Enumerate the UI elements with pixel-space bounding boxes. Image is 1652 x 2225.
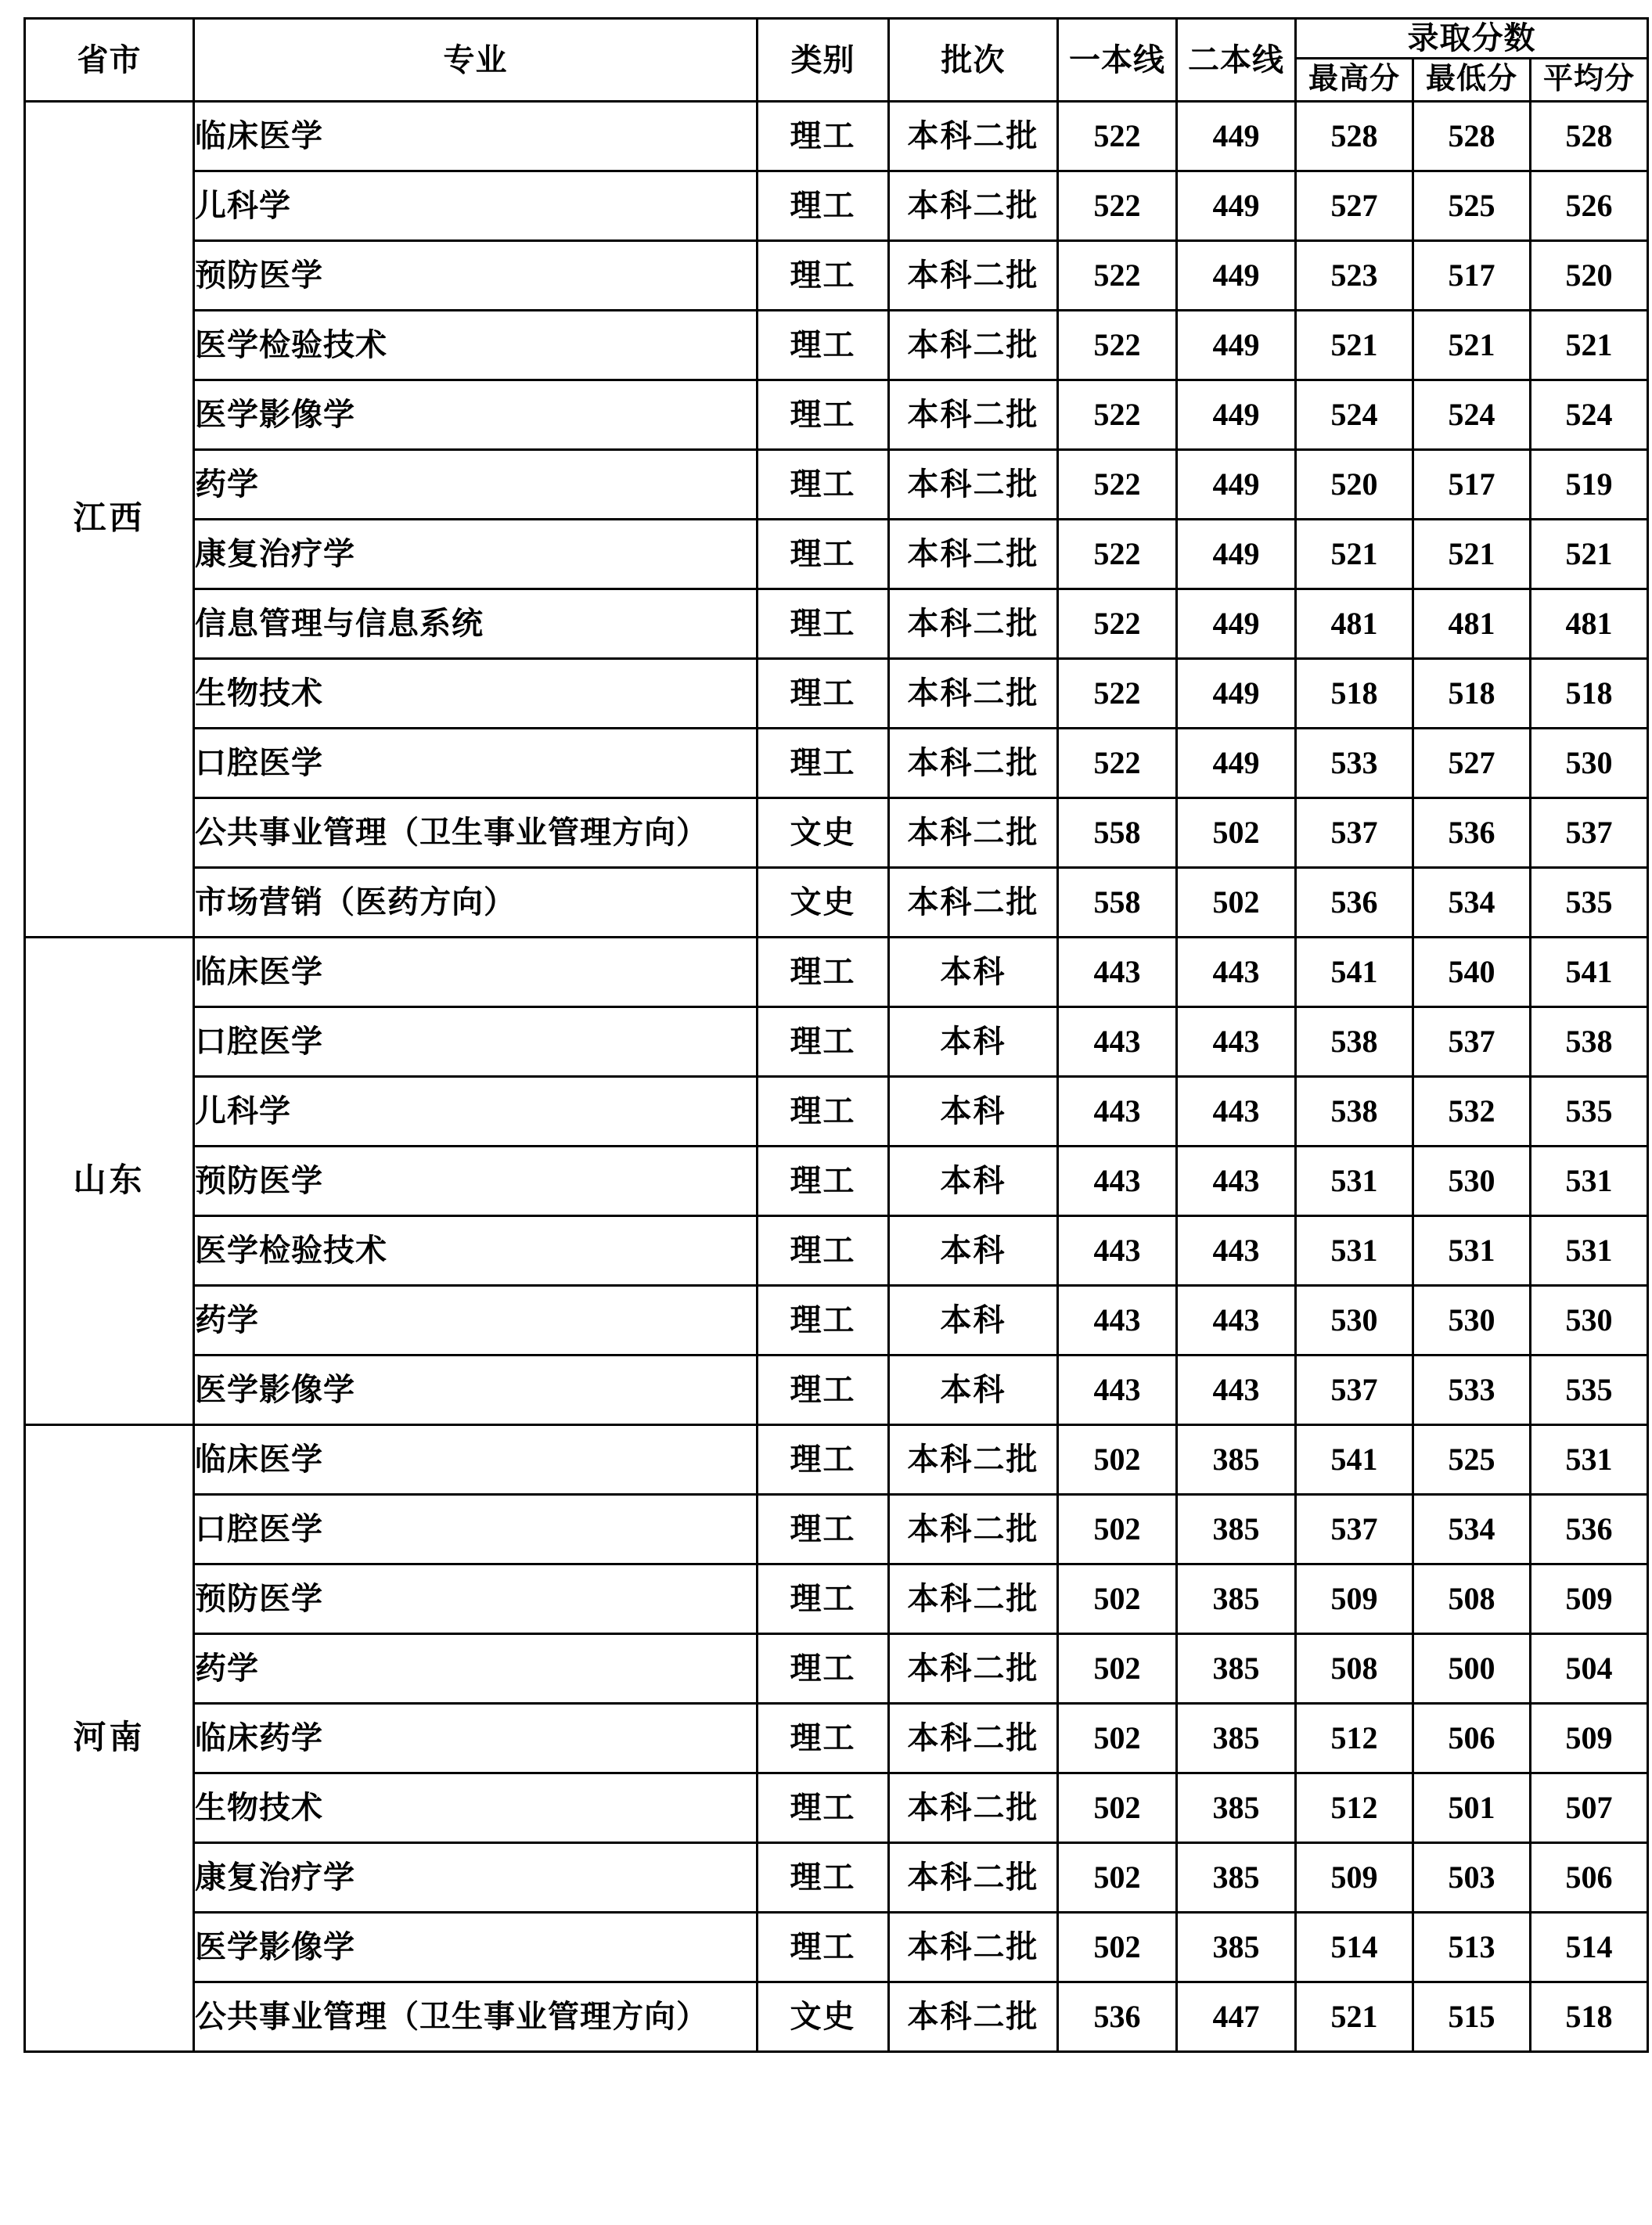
line-second-cell: 449 <box>1177 450 1296 520</box>
batch-cell: 本科二批 <box>889 1564 1058 1634</box>
batch-cell: 本科二批 <box>889 311 1058 380</box>
score-avg-cell: 531 <box>1531 1425 1648 1495</box>
score-avg-cell: 536 <box>1531 1495 1648 1564</box>
score-avg-cell: 541 <box>1531 938 1648 1007</box>
line-second-cell: 385 <box>1177 1913 1296 1982</box>
category-cell: 文史 <box>758 868 889 938</box>
score-avg-cell: 535 <box>1531 1356 1648 1425</box>
line-first-cell: 443 <box>1058 1286 1177 1356</box>
line-second-cell: 385 <box>1177 1495 1296 1564</box>
table-row <box>25 1564 1648 1634</box>
major-cell: 医学影像学 <box>194 380 758 450</box>
line-first-cell: 558 <box>1058 868 1177 938</box>
batch-cell: 本科二批 <box>889 729 1058 798</box>
major-cell: 口腔医学 <box>194 1007 758 1077</box>
batch-cell: 本科二批 <box>889 1704 1058 1773</box>
score-min-cell: 515 <box>1413 1982 1531 2052</box>
table-row <box>25 1982 1648 2052</box>
score-max-cell: 537 <box>1296 1495 1413 1564</box>
major-cell: 医学影像学 <box>194 1913 758 1982</box>
header-score-max: 最高分 <box>1296 59 1413 102</box>
score-avg-cell: 530 <box>1531 1286 1648 1356</box>
major-cell: 康复治疗学 <box>194 520 758 589</box>
score-max-cell: 538 <box>1296 1007 1413 1077</box>
line-first-cell: 522 <box>1058 380 1177 450</box>
line-first-cell: 502 <box>1058 1634 1177 1704</box>
major-cell: 临床医学 <box>194 102 758 171</box>
score-min-cell: 533 <box>1413 1356 1531 1425</box>
score-max-cell: 512 <box>1296 1704 1413 1773</box>
major-cell: 口腔医学 <box>194 1495 758 1564</box>
category-cell: 文史 <box>758 1982 889 2052</box>
score-max-cell: 536 <box>1296 868 1413 938</box>
line-first-cell: 443 <box>1058 938 1177 1007</box>
line-second-cell: 443 <box>1177 1077 1296 1147</box>
category-cell: 理工 <box>758 1356 889 1425</box>
batch-cell: 本科二批 <box>889 798 1058 868</box>
category-cell: 理工 <box>758 938 889 1007</box>
score-min-cell: 534 <box>1413 1495 1531 1564</box>
score-max-cell: 512 <box>1296 1773 1413 1843</box>
score-max-cell: 521 <box>1296 311 1413 380</box>
major-cell: 公共事业管理（卫生事业管理方向） <box>194 798 758 868</box>
admission-score-table <box>23 17 1649 2053</box>
score-max-cell: 508 <box>1296 1634 1413 1704</box>
score-min-cell: 513 <box>1413 1913 1531 1982</box>
line-first-cell: 502 <box>1058 1773 1177 1843</box>
major-cell: 药学 <box>194 1286 758 1356</box>
province-cell: 江西 <box>25 102 194 938</box>
table-row <box>25 938 1648 1007</box>
table-row <box>25 311 1648 380</box>
table-row <box>25 868 1648 938</box>
score-avg-cell: 509 <box>1531 1564 1648 1634</box>
score-max-cell: 514 <box>1296 1913 1413 1982</box>
batch-cell: 本科 <box>889 1356 1058 1425</box>
score-avg-cell: 506 <box>1531 1843 1648 1913</box>
batch-cell: 本科二批 <box>889 1634 1058 1704</box>
batch-cell: 本科 <box>889 1007 1058 1077</box>
score-avg-cell: 535 <box>1531 1077 1648 1147</box>
province-cell: 山东 <box>25 938 194 1425</box>
score-avg-cell: 535 <box>1531 868 1648 938</box>
score-min-cell: 534 <box>1413 868 1531 938</box>
batch-cell: 本科 <box>889 1077 1058 1147</box>
line-first-cell: 443 <box>1058 1007 1177 1077</box>
table-row <box>25 1356 1648 1425</box>
line-second-cell: 443 <box>1177 1147 1296 1216</box>
line-first-cell: 536 <box>1058 1982 1177 2052</box>
line-first-cell: 502 <box>1058 1913 1177 1982</box>
score-max-cell: 523 <box>1296 241 1413 311</box>
major-cell: 预防医学 <box>194 241 758 311</box>
score-min-cell: 525 <box>1413 1425 1531 1495</box>
line-first-cell: 522 <box>1058 589 1177 659</box>
score-avg-cell: 537 <box>1531 798 1648 868</box>
table-row <box>25 1077 1648 1147</box>
major-cell: 信息管理与信息系统 <box>194 589 758 659</box>
line-first-cell: 558 <box>1058 798 1177 868</box>
line-first-cell: 443 <box>1058 1216 1177 1286</box>
score-min-cell: 530 <box>1413 1147 1531 1216</box>
score-max-cell: 531 <box>1296 1216 1413 1286</box>
table-row <box>25 729 1648 798</box>
score-max-cell: 509 <box>1296 1843 1413 1913</box>
score-max-cell: 481 <box>1296 589 1413 659</box>
line-first-cell: 502 <box>1058 1495 1177 1564</box>
batch-cell: 本科二批 <box>889 520 1058 589</box>
batch-cell: 本科二批 <box>889 1843 1058 1913</box>
major-cell: 医学检验技术 <box>194 311 758 380</box>
batch-cell: 本科二批 <box>889 241 1058 311</box>
line-second-cell: 385 <box>1177 1634 1296 1704</box>
score-min-cell: 521 <box>1413 520 1531 589</box>
score-avg-cell: 519 <box>1531 450 1648 520</box>
score-min-cell: 537 <box>1413 1007 1531 1077</box>
category-cell: 理工 <box>758 1495 889 1564</box>
score-min-cell: 501 <box>1413 1773 1531 1843</box>
score-min-cell: 517 <box>1413 241 1531 311</box>
score-max-cell: 531 <box>1296 1147 1413 1216</box>
batch-cell: 本科二批 <box>889 450 1058 520</box>
score-min-cell: 500 <box>1413 1634 1531 1704</box>
line-second-cell: 443 <box>1177 1216 1296 1286</box>
line-second-cell: 385 <box>1177 1773 1296 1843</box>
line-first-cell: 522 <box>1058 241 1177 311</box>
header-scores-group: 录取分数 <box>1296 19 1648 59</box>
line-second-cell: 502 <box>1177 798 1296 868</box>
line-first-cell: 522 <box>1058 102 1177 171</box>
line-second-cell: 449 <box>1177 520 1296 589</box>
score-avg-cell: 526 <box>1531 171 1648 241</box>
score-avg-cell: 507 <box>1531 1773 1648 1843</box>
batch-cell: 本科二批 <box>889 1425 1058 1495</box>
score-avg-cell: 520 <box>1531 241 1648 311</box>
line-first-cell: 522 <box>1058 171 1177 241</box>
major-cell: 预防医学 <box>194 1147 758 1216</box>
score-max-cell: 520 <box>1296 450 1413 520</box>
category-cell: 理工 <box>758 450 889 520</box>
category-cell: 理工 <box>758 729 889 798</box>
score-max-cell: 530 <box>1296 1286 1413 1356</box>
score-max-cell: 537 <box>1296 798 1413 868</box>
header-score-min: 最低分 <box>1413 59 1531 102</box>
line-first-cell: 522 <box>1058 659 1177 729</box>
table-row <box>25 589 1648 659</box>
score-min-cell: 528 <box>1413 102 1531 171</box>
category-cell: 理工 <box>758 380 889 450</box>
batch-cell: 本科二批 <box>889 1982 1058 2052</box>
major-cell: 康复治疗学 <box>194 1843 758 1913</box>
score-min-cell: 517 <box>1413 450 1531 520</box>
header-major: 专业 <box>194 19 758 102</box>
batch-cell: 本科二批 <box>889 102 1058 171</box>
major-cell: 预防医学 <box>194 1564 758 1634</box>
header-row-top <box>25 19 1648 59</box>
score-max-cell: 541 <box>1296 938 1413 1007</box>
header-line-second: 二本线 <box>1177 19 1296 102</box>
table-row <box>25 520 1648 589</box>
score-max-cell: 538 <box>1296 1077 1413 1147</box>
line-first-cell: 443 <box>1058 1077 1177 1147</box>
score-min-cell: 524 <box>1413 380 1531 450</box>
category-cell: 理工 <box>758 1286 889 1356</box>
score-min-cell: 503 <box>1413 1843 1531 1913</box>
table-row <box>25 241 1648 311</box>
table-row <box>25 1286 1648 1356</box>
category-cell: 理工 <box>758 1007 889 1077</box>
table-row <box>25 798 1648 868</box>
line-second-cell: 449 <box>1177 589 1296 659</box>
category-cell: 理工 <box>758 659 889 729</box>
score-max-cell: 521 <box>1296 520 1413 589</box>
score-min-cell: 527 <box>1413 729 1531 798</box>
category-cell: 理工 <box>758 171 889 241</box>
score-avg-cell: 518 <box>1531 659 1648 729</box>
score-min-cell: 508 <box>1413 1564 1531 1634</box>
table-row <box>25 1495 1648 1564</box>
batch-cell: 本科 <box>889 938 1058 1007</box>
line-second-cell: 385 <box>1177 1425 1296 1495</box>
major-cell: 临床医学 <box>194 1425 758 1495</box>
line-second-cell: 385 <box>1177 1564 1296 1634</box>
score-min-cell: 532 <box>1413 1077 1531 1147</box>
category-cell: 理工 <box>758 1147 889 1216</box>
header-province: 省市 <box>25 19 194 102</box>
table-row <box>25 1913 1648 1982</box>
table-row <box>25 1843 1648 1913</box>
major-cell: 临床医学 <box>194 938 758 1007</box>
batch-cell: 本科二批 <box>889 589 1058 659</box>
score-max-cell: 521 <box>1296 1982 1413 2052</box>
line-second-cell: 443 <box>1177 1286 1296 1356</box>
line-first-cell: 443 <box>1058 1147 1177 1216</box>
major-cell: 医学检验技术 <box>194 1216 758 1286</box>
score-min-cell: 525 <box>1413 171 1531 241</box>
score-avg-cell: 524 <box>1531 380 1648 450</box>
category-cell: 理工 <box>758 1216 889 1286</box>
table-row <box>25 1425 1648 1495</box>
category-cell: 理工 <box>758 1634 889 1704</box>
score-max-cell: 537 <box>1296 1356 1413 1425</box>
table-body <box>25 102 1648 2052</box>
score-min-cell: 531 <box>1413 1216 1531 1286</box>
score-max-cell: 524 <box>1296 380 1413 450</box>
category-cell: 理工 <box>758 241 889 311</box>
table-row <box>25 102 1648 171</box>
header-line-first: 一本线 <box>1058 19 1177 102</box>
line-second-cell: 447 <box>1177 1982 1296 2052</box>
batch-cell: 本科 <box>889 1216 1058 1286</box>
category-cell: 理工 <box>758 1077 889 1147</box>
line-second-cell: 385 <box>1177 1843 1296 1913</box>
batch-cell: 本科二批 <box>889 868 1058 938</box>
batch-cell: 本科二批 <box>889 1495 1058 1564</box>
line-first-cell: 502 <box>1058 1425 1177 1495</box>
category-cell: 理工 <box>758 1564 889 1634</box>
score-avg-cell: 521 <box>1531 311 1648 380</box>
table-row <box>25 450 1648 520</box>
table-header <box>25 19 1648 102</box>
category-cell: 理工 <box>758 1425 889 1495</box>
score-min-cell: 518 <box>1413 659 1531 729</box>
major-cell: 药学 <box>194 1634 758 1704</box>
category-cell: 理工 <box>758 1704 889 1773</box>
major-cell: 医学影像学 <box>194 1356 758 1425</box>
category-cell: 理工 <box>758 311 889 380</box>
table-row <box>25 1216 1648 1286</box>
major-cell: 儿科学 <box>194 171 758 241</box>
table-row <box>25 1704 1648 1773</box>
line-second-cell: 449 <box>1177 102 1296 171</box>
line-first-cell: 522 <box>1058 729 1177 798</box>
line-second-cell: 449 <box>1177 729 1296 798</box>
major-cell: 口腔医学 <box>194 729 758 798</box>
batch-cell: 本科二批 <box>889 380 1058 450</box>
score-max-cell: 528 <box>1296 102 1413 171</box>
score-avg-cell: 528 <box>1531 102 1648 171</box>
major-cell: 生物技术 <box>194 659 758 729</box>
line-first-cell: 522 <box>1058 520 1177 589</box>
table-row <box>25 380 1648 450</box>
table-row <box>25 659 1648 729</box>
major-cell: 临床药学 <box>194 1704 758 1773</box>
major-cell: 药学 <box>194 450 758 520</box>
score-max-cell: 541 <box>1296 1425 1413 1495</box>
score-avg-cell: 504 <box>1531 1634 1648 1704</box>
score-min-cell: 481 <box>1413 589 1531 659</box>
score-min-cell: 536 <box>1413 798 1531 868</box>
major-cell: 市场营销（医药方向） <box>194 868 758 938</box>
header-score-avg: 平均分 <box>1531 59 1648 102</box>
score-min-cell: 521 <box>1413 311 1531 380</box>
line-first-cell: 522 <box>1058 311 1177 380</box>
category-cell: 理工 <box>758 589 889 659</box>
table-row <box>25 1007 1648 1077</box>
major-cell: 生物技术 <box>194 1773 758 1843</box>
category-cell: 理工 <box>758 1843 889 1913</box>
score-avg-cell: 514 <box>1531 1913 1648 1982</box>
table-row <box>25 1147 1648 1216</box>
table-row <box>25 171 1648 241</box>
header-category: 类别 <box>758 19 889 102</box>
table-row <box>25 1773 1648 1843</box>
batch-cell: 本科二批 <box>889 1773 1058 1843</box>
line-second-cell: 449 <box>1177 380 1296 450</box>
province-cell: 河南 <box>25 1425 194 2052</box>
line-second-cell: 449 <box>1177 311 1296 380</box>
table-row <box>25 1634 1648 1704</box>
line-second-cell: 443 <box>1177 1007 1296 1077</box>
line-first-cell: 502 <box>1058 1564 1177 1634</box>
score-max-cell: 518 <box>1296 659 1413 729</box>
category-cell: 理工 <box>758 102 889 171</box>
category-cell: 文史 <box>758 798 889 868</box>
score-min-cell: 506 <box>1413 1704 1531 1773</box>
line-second-cell: 385 <box>1177 1704 1296 1773</box>
score-avg-cell: 531 <box>1531 1147 1648 1216</box>
batch-cell: 本科二批 <box>889 1913 1058 1982</box>
score-max-cell: 509 <box>1296 1564 1413 1634</box>
line-first-cell: 502 <box>1058 1843 1177 1913</box>
score-avg-cell: 530 <box>1531 729 1648 798</box>
score-avg-cell: 538 <box>1531 1007 1648 1077</box>
major-cell: 公共事业管理（卫生事业管理方向） <box>194 1982 758 2052</box>
line-first-cell: 522 <box>1058 450 1177 520</box>
line-second-cell: 443 <box>1177 1356 1296 1425</box>
batch-cell: 本科 <box>889 1147 1058 1216</box>
batch-cell: 本科二批 <box>889 171 1058 241</box>
line-second-cell: 449 <box>1177 659 1296 729</box>
line-second-cell: 449 <box>1177 171 1296 241</box>
score-max-cell: 527 <box>1296 171 1413 241</box>
score-avg-cell: 521 <box>1531 520 1648 589</box>
batch-cell: 本科二批 <box>889 659 1058 729</box>
score-avg-cell: 531 <box>1531 1216 1648 1286</box>
batch-cell: 本科 <box>889 1286 1058 1356</box>
line-first-cell: 502 <box>1058 1704 1177 1773</box>
score-min-cell: 540 <box>1413 938 1531 1007</box>
header-batch: 批次 <box>889 19 1058 102</box>
line-second-cell: 443 <box>1177 938 1296 1007</box>
score-max-cell: 533 <box>1296 729 1413 798</box>
category-cell: 理工 <box>758 1773 889 1843</box>
category-cell: 理工 <box>758 520 889 589</box>
score-avg-cell: 509 <box>1531 1704 1648 1773</box>
line-second-cell: 449 <box>1177 241 1296 311</box>
line-first-cell: 443 <box>1058 1356 1177 1425</box>
score-avg-cell: 481 <box>1531 589 1648 659</box>
major-cell: 儿科学 <box>194 1077 758 1147</box>
score-avg-cell: 518 <box>1531 1982 1648 2052</box>
score-min-cell: 530 <box>1413 1286 1531 1356</box>
category-cell: 理工 <box>758 1913 889 1982</box>
line-second-cell: 502 <box>1177 868 1296 938</box>
